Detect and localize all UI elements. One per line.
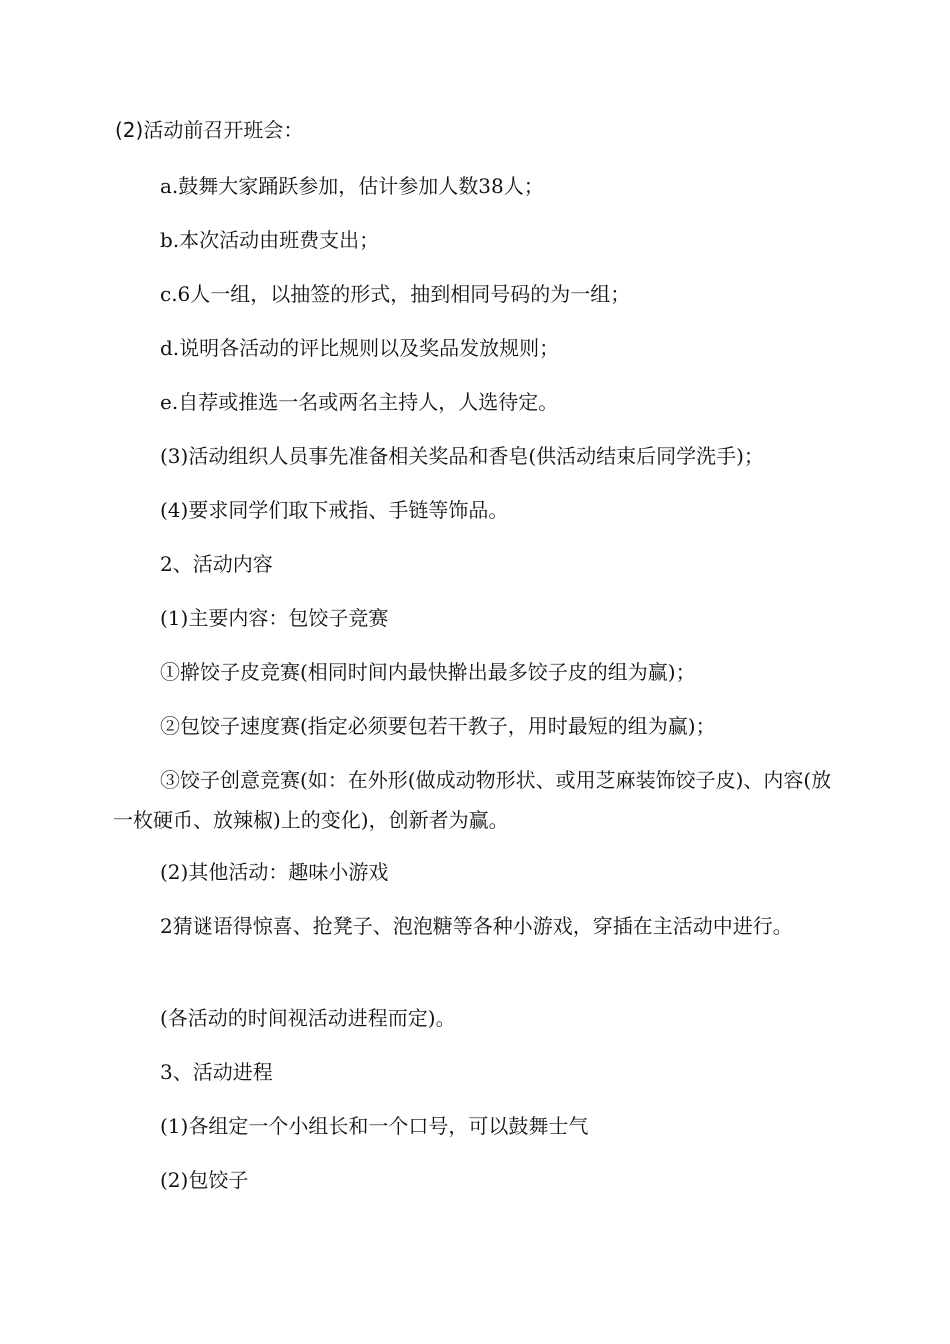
paragraph-time-note: (各活动的时间视活动进程而定)。 xyxy=(160,1006,456,1030)
paragraph-remove-jewelry: (4)要求同学们取下戒指、手链等饰品。 xyxy=(160,498,509,522)
paragraph-make-dumplings: (2)包饺子 xyxy=(160,1168,249,1192)
paragraph-other-activities: (2)其他活动：趣味小游戏 xyxy=(160,860,389,884)
paragraph-item-d: d.说明各活动的评比规则以及奖品发放规则； xyxy=(160,336,560,360)
paragraph-item-e: e.自荐或推选一名或两名主持人，人选待定。 xyxy=(160,390,559,414)
paragraph-main-content: (1)主要内容：包饺子竞赛 xyxy=(160,606,389,630)
paragraph-item-c: c.6人一组，以抽签的形式，抽到相同号码的为一组； xyxy=(160,282,631,306)
section-heading-activity-process: 3、活动进程 xyxy=(160,1060,273,1084)
section-heading-activity-content: 2、活动内容 xyxy=(160,552,273,576)
paragraph-class-meeting-heading: (2)活动前召开班会： xyxy=(115,118,304,142)
paragraph-item-b: b.本次活动由班费支出； xyxy=(160,228,380,252)
paragraph-small-games: 2猜谜语得惊喜、抢凳子、泡泡糖等各种小游戏，穿插在主活动中进行。 xyxy=(160,914,793,938)
paragraph-creative-contest: ③饺子创意竞赛(如：在外形(做成动物形状、或用芝麻装饰饺子皮)、内容(放一枚硬币、放辣椒)上的变化)，创新者为赢。 xyxy=(113,768,832,832)
paragraph-item-a: a.鼓舞大家踊跃参加，估计参加人数38人； xyxy=(160,174,544,198)
paragraph-prep-prizes: (3)活动组织人员事先准备相关奖品和香皂(供活动结束后同学洗手)； xyxy=(160,444,764,468)
paragraph-speed-contest: ②包饺子速度赛(指定必须要包若干教子，用时最短的组为赢)； xyxy=(160,714,716,738)
paragraph-rolling-contest: ①擀饺子皮竞赛(相同时间内最快擀出最多饺子皮的组为赢)； xyxy=(160,660,696,684)
paragraph-group-leader: (1)各组定一个小组长和一个口号，可以鼓舞士气 xyxy=(160,1114,589,1138)
